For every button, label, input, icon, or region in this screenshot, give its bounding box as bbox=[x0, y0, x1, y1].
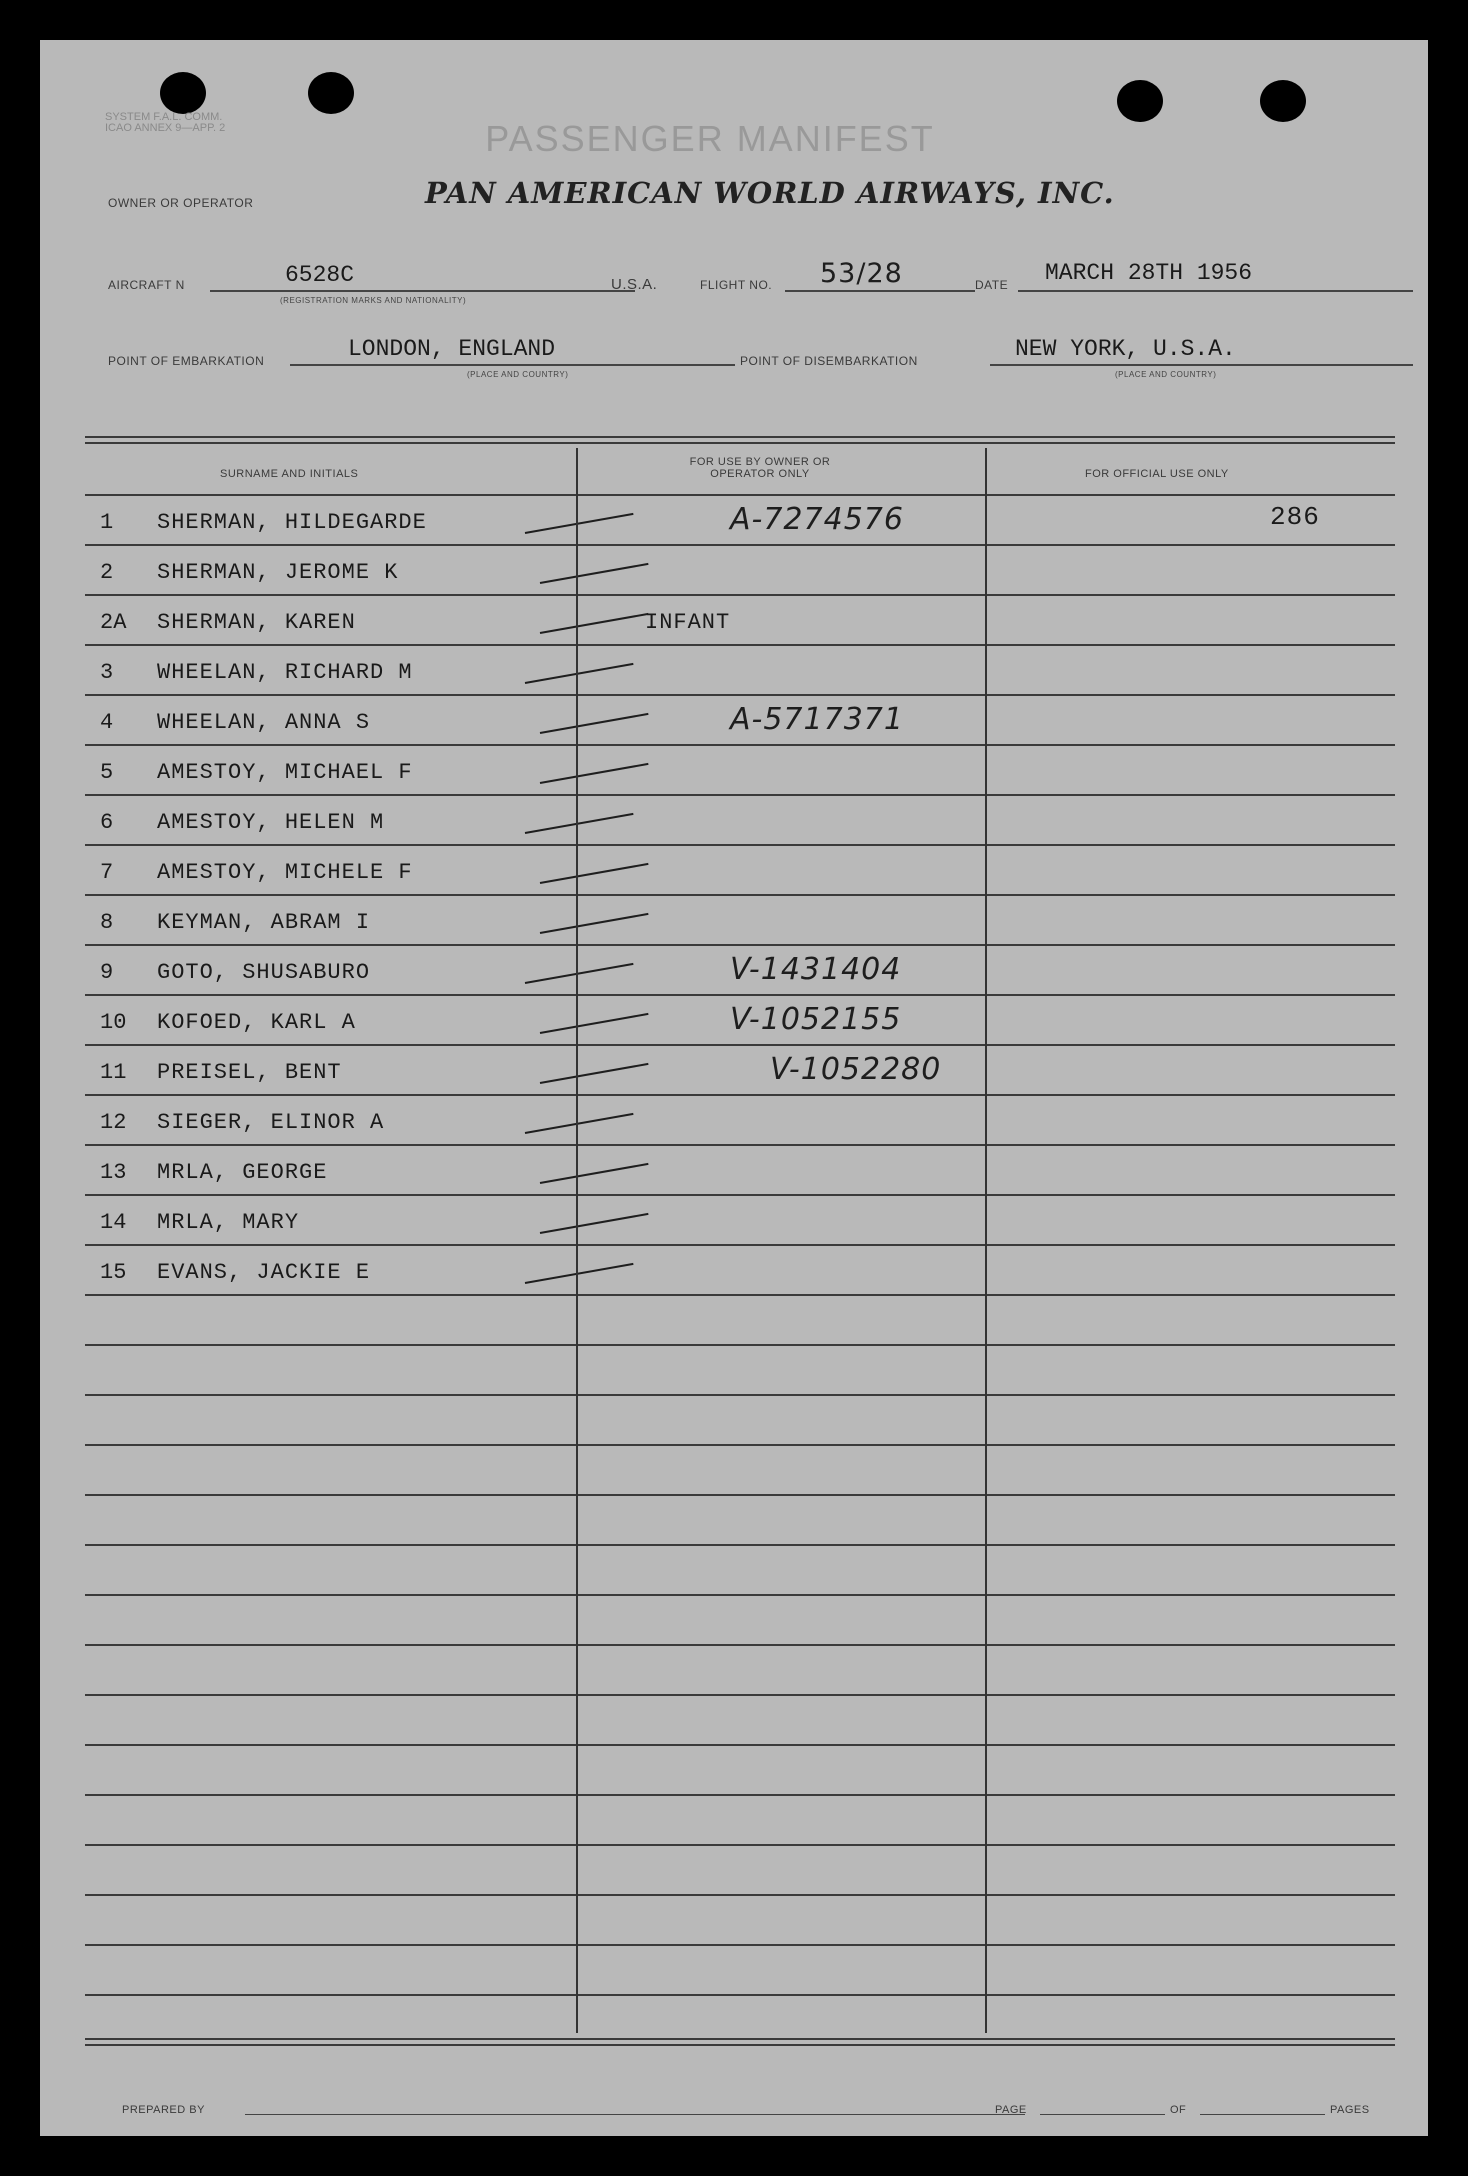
manifest-sheet bbox=[40, 40, 1428, 2136]
check-mark bbox=[525, 1263, 634, 1284]
date-label: DATE bbox=[975, 278, 1009, 292]
place-note: (PLACE AND COUNTRY) bbox=[467, 370, 569, 379]
column-header-official: FOR OFFICIAL USE ONLY bbox=[1085, 468, 1229, 480]
of-label: OF bbox=[1170, 2104, 1187, 2116]
page-title: PASSENGER MANIFEST bbox=[485, 118, 935, 159]
operator-note: INFANT bbox=[645, 610, 731, 635]
check-mark bbox=[525, 663, 634, 684]
embarkation-value: LONDON, ENGLAND bbox=[348, 336, 556, 362]
row-divider bbox=[85, 1094, 1395, 1096]
row-number: 4 bbox=[100, 710, 114, 735]
passenger-name: AMESTOY, MICHAEL F bbox=[157, 760, 413, 785]
check-mark bbox=[540, 613, 649, 634]
row-divider bbox=[85, 1494, 1395, 1496]
passenger-name: GOTO, SHUSABURO bbox=[157, 960, 371, 985]
passport-number: V-1052155 bbox=[730, 1002, 902, 1037]
passenger-name: MRLA, GEORGE bbox=[157, 1160, 328, 1185]
passenger-name: SHERMAN, KAREN bbox=[157, 610, 356, 635]
row-number: 14 bbox=[100, 1210, 127, 1235]
row-number: 8 bbox=[100, 910, 114, 935]
page-label: PAGE bbox=[995, 2104, 1027, 2116]
row-divider bbox=[85, 644, 1395, 646]
aircraft-label: AIRCRAFT N bbox=[108, 278, 185, 292]
row-number: 2A bbox=[100, 610, 127, 635]
row-number: 13 bbox=[100, 1160, 127, 1185]
row-number: 6 bbox=[100, 810, 114, 835]
row-divider bbox=[85, 1344, 1395, 1346]
row-divider bbox=[85, 994, 1395, 996]
passenger-name: SHERMAN, HILDEGARDE bbox=[157, 510, 427, 535]
check-mark bbox=[540, 563, 649, 584]
passenger-name: AMESTOY, HELEN M bbox=[157, 810, 385, 835]
column-divider bbox=[576, 448, 578, 2033]
passenger-name: EVANS, JACKIE E bbox=[157, 1260, 371, 1285]
check-mark bbox=[525, 1113, 634, 1134]
check-mark bbox=[525, 813, 634, 834]
punch-hole bbox=[308, 72, 354, 114]
row-divider bbox=[85, 594, 1395, 596]
passenger-name: SIEGER, ELINOR A bbox=[157, 1110, 385, 1135]
passport-number: V-1431404 bbox=[730, 952, 902, 987]
passenger-name: PREISEL, BENT bbox=[157, 1060, 342, 1085]
official-note: 286 bbox=[1270, 502, 1320, 532]
row-divider bbox=[85, 944, 1395, 946]
check-mark bbox=[540, 1063, 649, 1084]
check-mark bbox=[540, 1163, 649, 1184]
column-divider bbox=[985, 448, 987, 2033]
row-divider bbox=[85, 1794, 1395, 1796]
row-divider bbox=[85, 1694, 1395, 1696]
row-number: 10 bbox=[100, 1010, 127, 1035]
country-label: U.S.A. bbox=[611, 276, 658, 293]
row-number: 9 bbox=[100, 960, 114, 985]
check-mark bbox=[540, 913, 649, 934]
owner-label: OWNER OR OPERATOR bbox=[108, 196, 254, 210]
row-divider bbox=[85, 1044, 1395, 1046]
row-divider bbox=[85, 1194, 1395, 1196]
check-mark bbox=[540, 713, 649, 734]
form-reference: SYSTEM F.A.L. COMM. ICAO ANNEX 9—APP. 2 bbox=[105, 111, 226, 134]
operator-name: PAN AMERICAN WORLD AIRWAYS, INC. bbox=[425, 176, 1115, 210]
row-divider bbox=[85, 1994, 1395, 1996]
date-value: MARCH 28TH 1956 bbox=[1045, 260, 1253, 286]
row-divider bbox=[85, 1644, 1395, 1646]
row-number: 12 bbox=[100, 1110, 127, 1135]
row-divider bbox=[85, 694, 1395, 696]
passenger-name: WHEELAN, RICHARD M bbox=[157, 660, 413, 685]
row-divider bbox=[85, 844, 1395, 846]
row-number: 7 bbox=[100, 860, 114, 885]
row-divider bbox=[85, 794, 1395, 796]
column-header-surname: SURNAME AND INITIALS bbox=[220, 468, 359, 480]
check-mark bbox=[540, 863, 649, 884]
row-number: 11 bbox=[100, 1060, 127, 1085]
passenger-name: AMESTOY, MICHELE F bbox=[157, 860, 413, 885]
passport-number: A-5717371 bbox=[730, 702, 904, 737]
disembarkation-value: NEW YORK, U.S.A. bbox=[1015, 336, 1236, 362]
row-divider bbox=[85, 744, 1395, 746]
passenger-name: KEYMAN, ABRAM I bbox=[157, 910, 371, 935]
column-header-operator: FOR USE BY OWNER OR OPERATOR ONLY bbox=[689, 456, 831, 480]
row-divider bbox=[85, 544, 1395, 546]
check-mark bbox=[525, 513, 634, 534]
row-divider bbox=[85, 1544, 1395, 1546]
passenger-name: WHEELAN, ANNA S bbox=[157, 710, 371, 735]
passport-number: V-1052280 bbox=[770, 1052, 942, 1087]
pages-label: PAGES bbox=[1330, 2104, 1370, 2116]
registration-note: (REGISTRATION MARKS AND NATIONALITY) bbox=[280, 296, 467, 305]
row-number: 15 bbox=[100, 1260, 127, 1285]
check-mark bbox=[540, 1013, 649, 1034]
row-divider bbox=[85, 1744, 1395, 1746]
disembarkation-label: POINT OF DISEMBARKATION bbox=[740, 354, 918, 368]
row-number: 5 bbox=[100, 760, 114, 785]
row-divider bbox=[85, 1144, 1395, 1146]
row-number: 1 bbox=[100, 510, 114, 535]
row-number: 2 bbox=[100, 560, 114, 585]
passenger-name: MRLA, MARY bbox=[157, 1210, 300, 1235]
row-divider bbox=[85, 1444, 1395, 1446]
row-divider bbox=[85, 1594, 1395, 1596]
punch-hole bbox=[1117, 80, 1163, 122]
row-divider bbox=[85, 1944, 1395, 1946]
flight-label: FLIGHT NO. bbox=[700, 278, 773, 292]
flight-value: 53/28 bbox=[820, 258, 903, 289]
passport-number: A-7274576 bbox=[730, 502, 904, 537]
check-mark bbox=[540, 1213, 649, 1234]
row-divider bbox=[85, 1294, 1395, 1296]
row-divider bbox=[85, 894, 1395, 896]
row-divider bbox=[85, 1844, 1395, 1846]
aircraft-value: 6528C bbox=[285, 262, 355, 288]
row-divider bbox=[85, 1894, 1395, 1896]
check-mark bbox=[525, 963, 634, 984]
place-note: (PLACE AND COUNTRY) bbox=[1115, 370, 1217, 379]
check-mark bbox=[540, 763, 649, 784]
prepared-by-label: PREPARED BY bbox=[122, 2104, 205, 2116]
passenger-name: KOFOED, KARL A bbox=[157, 1010, 356, 1035]
punch-hole bbox=[160, 72, 206, 114]
punch-hole bbox=[1260, 80, 1306, 122]
passenger-name: SHERMAN, JEROME K bbox=[157, 560, 399, 585]
row-divider bbox=[85, 1244, 1395, 1246]
embarkation-label: POINT OF EMBARKATION bbox=[108, 354, 265, 368]
row-divider bbox=[85, 1394, 1395, 1396]
row-number: 3 bbox=[100, 660, 114, 685]
